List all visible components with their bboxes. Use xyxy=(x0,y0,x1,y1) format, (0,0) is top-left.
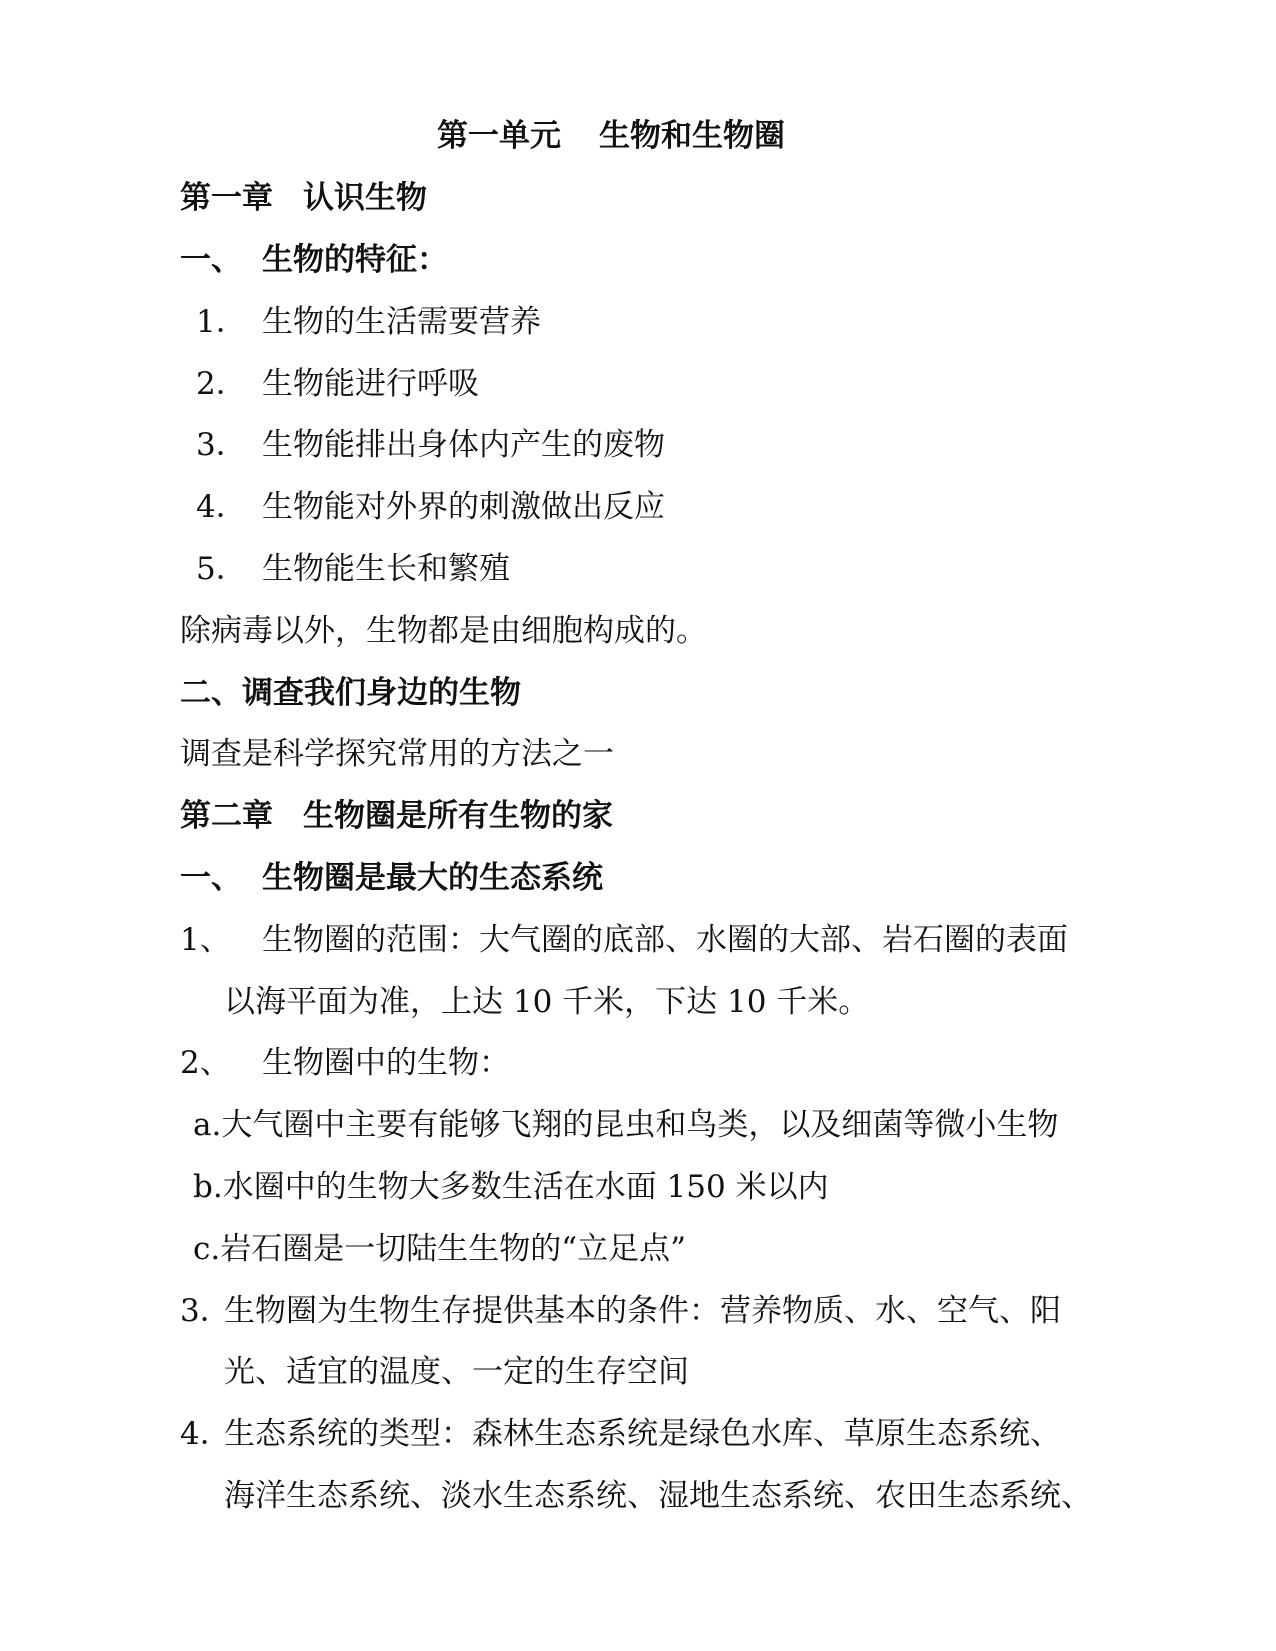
feature-text: 生物能对外界的刺激做出反应 xyxy=(262,489,665,525)
feature-text: 生物能生长和繁殖 xyxy=(262,551,510,587)
feature-text: 生物的生活需要营养 xyxy=(262,304,541,340)
list-item-4-continuation: 海洋生态系统、淡水生态系统、湿地生态系统、农田生态系统、 xyxy=(224,1478,1092,1514)
list-item-text: 生物圈的范围：大气圈的底部、水圈的大部、岩石圈的表面 xyxy=(262,922,1068,958)
chapter-1-title: 认识生物 xyxy=(303,180,427,216)
unit-title-name: 生物和生物圈 xyxy=(599,118,785,154)
section-3-title: 生物圈是最大的生态系统 xyxy=(262,860,603,896)
section-1-title: 生物的特征： xyxy=(262,242,448,278)
feature-text: 生物能排出身体内产生的废物 xyxy=(262,427,665,463)
sub-item: b.水圈中的生物大多数生活在水面 150 米以内 xyxy=(193,1169,829,1205)
list-item-number: 1、 xyxy=(180,922,231,958)
feature-number: 5． xyxy=(196,551,247,587)
survey-note: 调查是科学探究常用的方法之一 xyxy=(180,736,614,772)
feature-number: 1． xyxy=(196,304,247,340)
section-1-number: 一、 xyxy=(180,242,242,278)
feature-number: 3． xyxy=(196,427,247,463)
feature-text: 生物能进行呼吸 xyxy=(262,366,479,402)
list-item-number: 2、 xyxy=(180,1045,231,1081)
list-item-text: 生物圈中的生物： xyxy=(262,1045,510,1081)
section-2-heading: 二、调查我们身边的生物 xyxy=(180,675,521,711)
virus-note: 除病毒以外，生物都是由细胞构成的。 xyxy=(180,613,707,649)
chapter-2-title: 生物圈是所有生物的家 xyxy=(303,798,613,834)
list-item-number: 4． xyxy=(180,1416,231,1452)
list-item-number: 3． xyxy=(180,1293,231,1329)
list-item-3-continuation: 光、适宜的温度、一定的生存空间 xyxy=(224,1354,689,1390)
chapter-1-label: 第一章 xyxy=(180,180,273,216)
section-3-number: 一、 xyxy=(180,860,242,896)
unit-title-number: 第一单元 xyxy=(437,118,561,154)
feature-number: 4． xyxy=(196,489,247,525)
chapter-2-label: 第二章 xyxy=(180,798,273,834)
sub-item: c.岩石圈是一切陆生生物的“立足点” xyxy=(193,1231,686,1267)
list-item-text: 生态系统的类型：森林生态系统是绿色水库、草原生态系统、 xyxy=(224,1416,1061,1452)
feature-number: 2． xyxy=(196,366,247,402)
list-item-1-continuation: 以海平面为准，上达 10 千米，下达 10 千米。 xyxy=(224,984,870,1020)
list-item-text: 生物圈为生物生存提供基本的条件：营养物质、水、空气、阳 xyxy=(224,1293,1061,1329)
sub-item: a.大气圈中主要有能够飞翔的昆虫和鸟类，以及细菌等微小生物 xyxy=(193,1107,1059,1143)
